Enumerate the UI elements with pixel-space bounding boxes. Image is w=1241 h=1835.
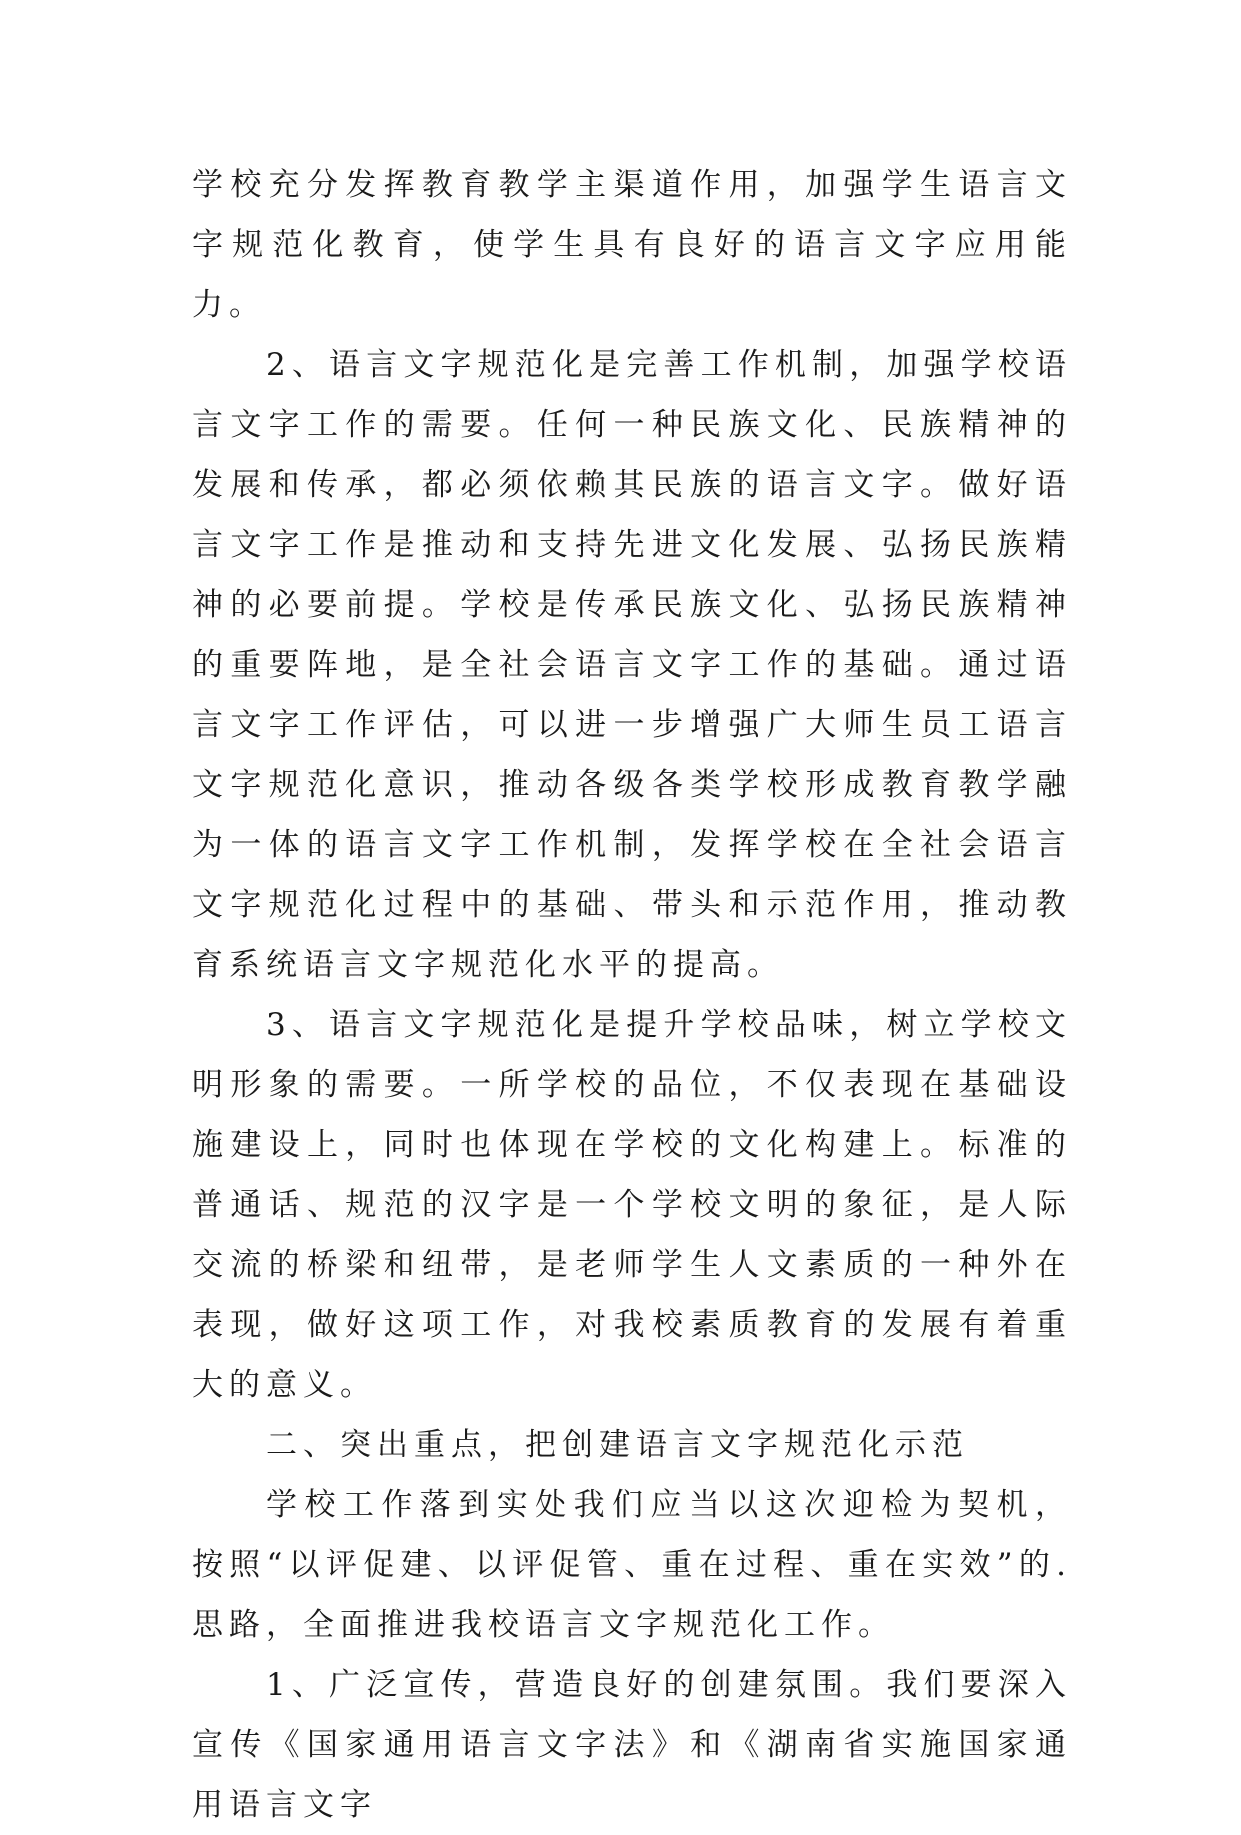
paragraph-1: 学校充分发挥教育教学主渠道作用，加强学生语言文字规范化教育，使学生具有良好的语言文字应用能力。: [192, 167, 1072, 323]
paragraph-2: 2、语言文字规范化是完善工作机制，加强学校语言文字工作的需要。任何一种民族文化、民族精神的发展和传承，都必须依赖其民族的语言文字。做好语言文字工作是推动和支持先进文化发展、弘扬民族精神的必要前提。学校是传承民族文化、弘扬民族精神的重要阵地，是全社会语言文字工作的基础。通过语言文字工作评估，可以进一步增强广大师生员工语言文字规范化意识，推动各级各类学校形成教育教学融为一体的语言文字工作机制，发挥学校在全社会语言文字规范化过程中的基础、带头和示范作用，推动教育系统语言文字规范化水平的提高。: [192, 347, 1072, 983]
document-body: [192, 155, 1072, 1835]
paragraph-4: 学校工作落到实处我们应当以这次迎检为契机，按照“以评促建、以评促管、重在过程、重在实效”的.思路，全面推进我校语言文字规范化工作。: [192, 1487, 1072, 1643]
section-heading: 二、突出重点，把创建语言文字规范化示范: [266, 1427, 969, 1463]
paragraph-3: 3、语言文字规范化是提升学校品味，树立学校文明形象的需要。一所学校的品位，不仅表现在基础设施建设上，同时也体现在学校的文化构建上。标准的普通话、规范的汉字是一个学校文明的象征，是人际交流的桥梁和纽带，是老师学生人文素质的一种外在表现，做好这项工作，对我校素质教育的发展有着重大的意义。: [192, 1007, 1072, 1403]
paragraph-5: 1、广泛宣传，营造良好的创建氛围。我们要深入宣传《国家通用语言文字法》和《湖南省实施国家通用语言文字: [192, 1667, 1072, 1823]
